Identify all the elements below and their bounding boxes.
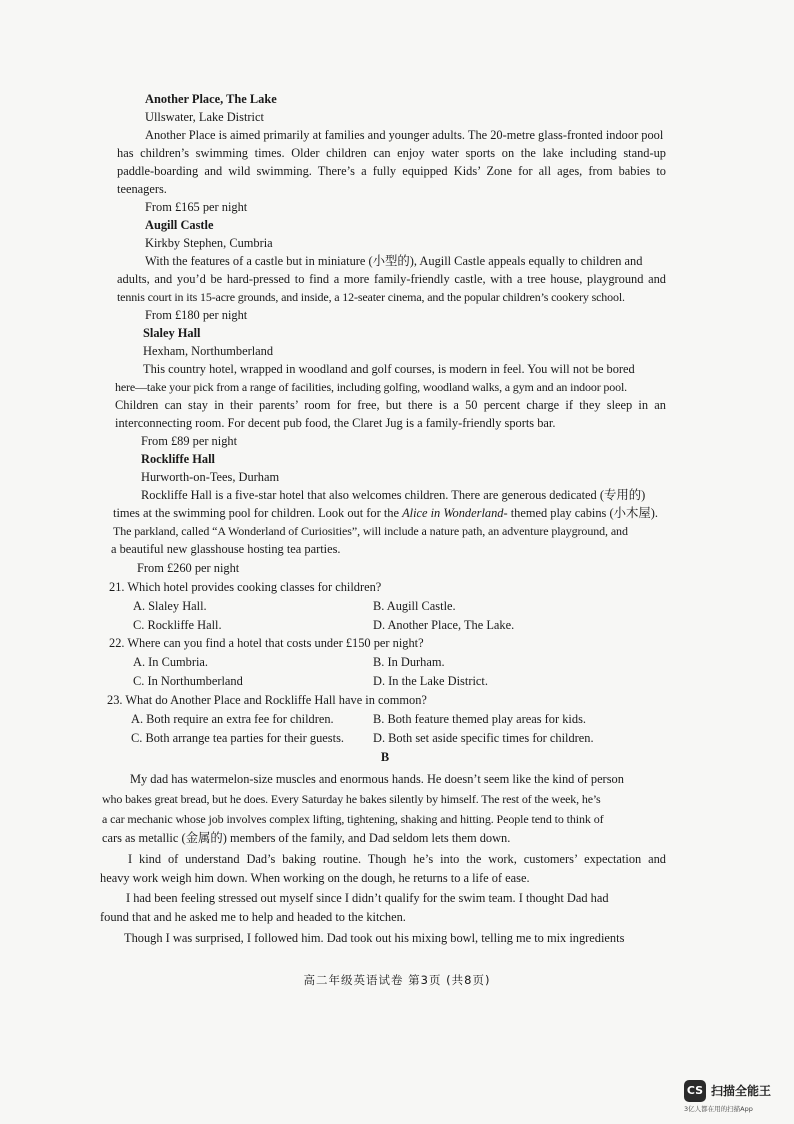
option-c: C. Rockliffe Hall. [133, 618, 222, 632]
option-d: D. Another Place, The Lake. [373, 618, 515, 632]
page-footer: 高二年级英语试卷 第3页 (共8页) [303, 973, 491, 987]
option-c: C. In Northumberland [133, 674, 243, 688]
hotel-name: Rockliffe Hall [141, 452, 215, 466]
hotel-name: Slaley Hall [143, 326, 201, 340]
option-b: B. Both feature themed play areas for kids. [373, 712, 586, 726]
hotel-desc-line: With the features of a castle but in miniature (小型的), Augill Castle appeals equally to children and [145, 254, 643, 268]
passage-line: I kind of understand Dad’s baking routine. Though he’s into the work, customers’ expectation and [128, 852, 666, 866]
hotel-desc-line [113, 504, 658, 522]
hotel-name: Augill Castle [145, 218, 214, 232]
book-title: Alice in Wonderland [402, 506, 504, 520]
passage-line: Though I was surprised, I followed him. Dad took out his mixing bowl, telling me to mix ingredients [124, 931, 625, 945]
hotel-name: Another Place, The Lake [145, 92, 277, 106]
hotel-desc-line: Rockliffe Hall is a five-star hotel that also welcomes children. There are generous dedicated (专用的) [141, 488, 646, 502]
hotel-desc-line: paddle-boarding and wild swimming. There’s a fully equipped Kids’ Zone for all ages, from babies to [117, 164, 666, 178]
hotel-desc-line: Children can stay in their parents’ room for free, but there is a 50 percent charge if they sleep in an [115, 398, 666, 412]
desc-text: times at the swimming pool for children. Look out for the [113, 506, 403, 520]
passage-line: cars as metallic (金属的) members of the family, and Dad seldom lets them down. [102, 831, 511, 845]
passage-line: who bakes great bread, but he does. Every Saturday he bakes silently by himself. The rest of the week, he’s [102, 792, 601, 806]
hotel-price: From £260 per night [137, 561, 240, 575]
option-a: A. Both require an extra fee for children. [131, 712, 334, 726]
hotel-desc-line: This country hotel, wrapped in woodland and golf courses, is modern in feel. You will not be bored [143, 362, 635, 376]
option-b: B. Augill Castle. [373, 599, 456, 613]
scanner-watermark [684, 1080, 784, 1116]
option-a: A. In Cumbria. [133, 655, 209, 669]
hotel-desc-line: tennis court in its 15-acre grounds, and inside, a 12-seater cinema, and the popular children’s cookery school. [117, 290, 625, 304]
desc-text: - themed play cabins (小木屋). [503, 506, 658, 520]
hotel-price: From £165 per night [145, 200, 248, 214]
passage-line: heavy work weigh him down. When working on the dough, he returns to a life of ease. [100, 871, 530, 885]
watermark-tagline: 3亿人都在用的扫描App [684, 1105, 753, 1113]
hotel-price: From £89 per night [141, 434, 238, 448]
hotel-desc-line: adults, and you’d be hard-pressed to find a more family-friendly castle, with a tree house, playground and [117, 272, 666, 286]
question-stem: 22. Where can you find a hotel that costs under £150 per night? [109, 636, 424, 650]
option-c: C. Both arrange tea parties for their guests. [131, 731, 344, 745]
hotel-location: Hexham, Northumberland [143, 344, 274, 358]
passage-line: My dad has watermelon-size muscles and enormous hands. He doesn’t seem like the kind of person [130, 772, 624, 786]
hotel-desc-line: teenagers. [117, 182, 167, 196]
hotel-location: Kirkby Stephen, Cumbria [145, 236, 273, 250]
question-stem: 21. Which hotel provides cooking classes for children? [109, 580, 382, 594]
passage-line: I had been feeling stressed out myself since I didn’t qualify for the swim team. I thought Dad had [126, 891, 609, 905]
hotel-price: From £180 per night [145, 308, 248, 322]
option-a: A. Slaley Hall. [133, 599, 207, 613]
hotel-desc-line: here—take your pick from a range of facilities, including golfing, woodland walks, a gym and an indoor pool. [115, 380, 627, 394]
option-d: D. In the Lake District. [373, 674, 488, 688]
option-d: D. Both set aside specific times for children. [373, 731, 594, 745]
hotel-desc-line: interconnecting room. For decent pub food, the Claret Jug is a family-friendly sports bar. [115, 416, 556, 430]
hotel-location: Ullswater, Lake District [145, 110, 264, 124]
watermark-name: 扫描全能王 [711, 1084, 772, 1098]
hotel-location: Hurworth-on-Tees, Durham [141, 470, 280, 484]
hotel-desc-line: The parkland, called “A Wonderland of Curiosities”, will include a nature path, an adventure playground, and [113, 524, 628, 538]
hotel-desc-line: a beautiful new glasshouse hosting tea parties. [111, 542, 341, 556]
hotel-desc-line: Another Place is aimed primarily at families and younger adults. The 20-metre glass-fronted indoor pool [145, 128, 664, 142]
question-stem: 23. What do Another Place and Rockliffe Hall have in common? [107, 693, 427, 707]
camscanner-logo-icon: CS [684, 1080, 706, 1102]
option-b: B. In Durham. [373, 655, 445, 669]
passage-line: found that and he asked me to help and headed to the kitchen. [100, 910, 406, 924]
hotel-desc-line: has children’s swimming times. Older children can enjoy water sports on the lake including stand-up [117, 146, 666, 160]
passage-line: a car mechanic whose job involves complex lifting, tightening, shaking and hitting. People tend to think of [102, 812, 604, 826]
section-heading: B [380, 750, 390, 764]
